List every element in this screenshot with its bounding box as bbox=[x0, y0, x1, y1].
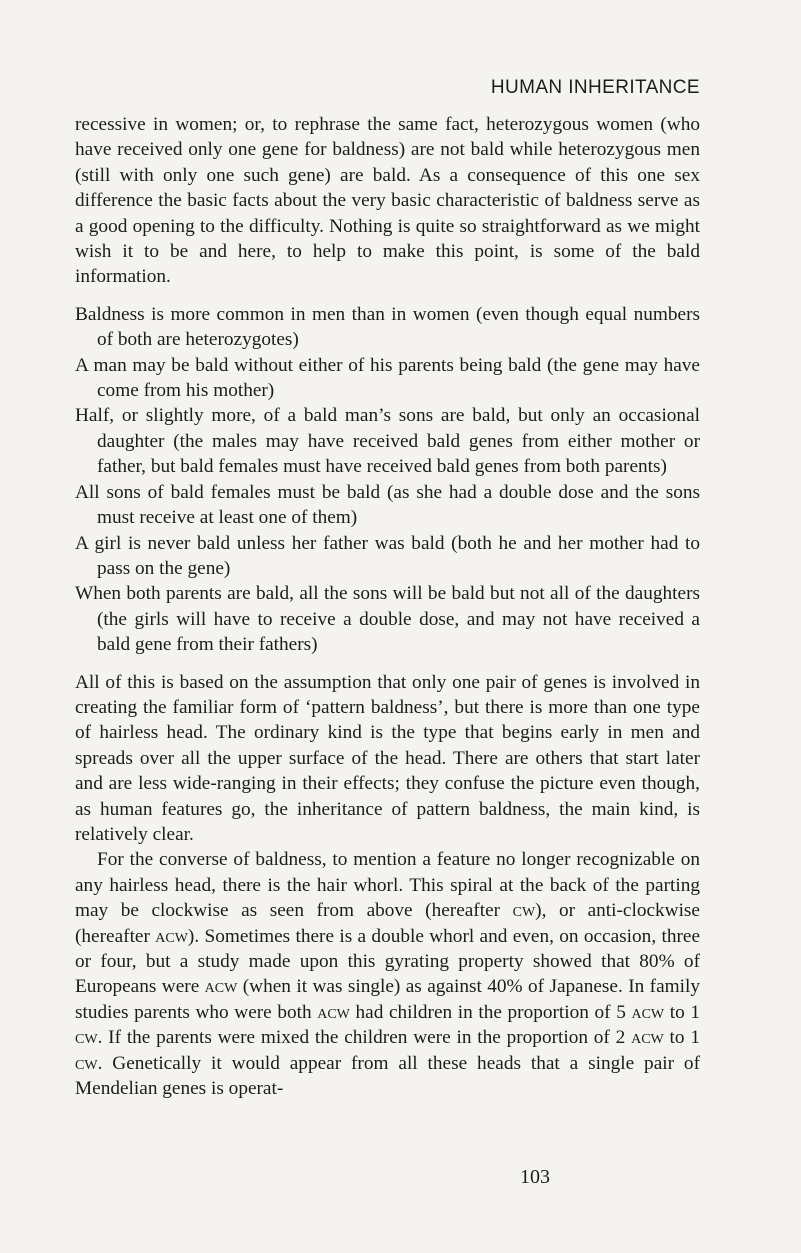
abbr-acw: acw bbox=[631, 1001, 665, 1023]
text-run: (when it was single) as against 40% of Japanese. In family studies parents who were both bbox=[75, 976, 701, 1023]
list-item: All sons of bald females must be bald (as she had a double dose and the sons must receive at least one of them) bbox=[75, 481, 700, 529]
paragraph-hair-whorl bbox=[75, 847, 700, 1101]
running-head: HUMAN INHERITANCE bbox=[490, 77, 700, 98]
abbr-cw: cw bbox=[75, 1027, 98, 1049]
text-run: . Genetically it would appear from all these heads that a single pair of Mendelian genes is operat- bbox=[75, 1052, 700, 1100]
book-page bbox=[75, 0, 700, 1253]
abbr-acw: acw bbox=[204, 976, 238, 998]
list-item: A man may be bald without either of his parents being bald (the gene may have come from his mother) bbox=[75, 354, 700, 402]
baldness-facts-list bbox=[75, 302, 700, 658]
body-text bbox=[75, 112, 700, 1101]
abbr-acw: acw bbox=[155, 925, 188, 947]
text-run: . If the parents were mixed the children were in the proportion of 2 bbox=[97, 1027, 632, 1049]
text-run: had children in the proportion of 5 bbox=[349, 1001, 632, 1023]
abbr-acw: acw bbox=[317, 1001, 350, 1023]
text-run: ). Sometimes there is a double whorl and even, on occasion, three or four, but a study made upon this gyrating property showed that 80% of Europeans were bbox=[75, 925, 700, 998]
paragraph-pattern-baldness: All of this is based on the assumption that only one pair of genes is involved in creating the familiar form of ‘pattern baldness’, but there is more than one type of hairless head. The ordinary kind is the type that begins early in men and spreads over all the upper surface of the head. There are others that start later and are less wide-ranging in their effects; they confuse the picture even though, as human features go, the inheritance of pattern baldness, the main kind, is relatively clear. bbox=[75, 671, 700, 845]
abbr-acw: acw bbox=[631, 1027, 664, 1049]
page-number: 103 bbox=[520, 1166, 550, 1188]
text-run: to 1 bbox=[664, 1001, 700, 1023]
list-item: When both parents are bald, all the sons will be bald but not all of the daughters (the girls will have to receive a double dose, and may not have received a bald gene from their fathers) bbox=[75, 583, 700, 656]
abbr-cw: cw bbox=[75, 1052, 98, 1074]
paragraph-baldness-intro: recessive in women; or, to rephrase the same fact, heterozygous women (who have received only one gene for baldness) are not bald while heterozygous men (still with only one such gene) are bald. As a consequence of this one sex difference the basic facts about the very basic characteristic of baldness serve as a good opening to the difficulty. Nothing is quite so straightforward as we might wish it to be and here, to help to make this point, is some of the bald information. bbox=[75, 114, 700, 288]
list-item: A girl is never bald unless her father was bald (both he and her mother had to pass on the gene) bbox=[75, 532, 700, 579]
list-item: Half, or slightly more, of a bald man’s sons are bald, but only an occasional daughter (the males may have received bald genes from either mother or father, but bald females must have received bald genes from both parents) bbox=[75, 405, 700, 478]
text-run: ), or anti-clockwise (hereafter bbox=[75, 900, 700, 947]
list-item: Baldness is more common in men than in women (even though equal numbers of both are heterozygotes) bbox=[75, 303, 700, 351]
abbr-cw: cw bbox=[512, 900, 536, 922]
text-run: For the converse of baldness, to mention a feature no longer recognizable on any hairless head, there is the hair whorl. This spiral at the back of the parting may be clockwise as seen from above (hereafter bbox=[75, 849, 700, 922]
text-run: to 1 bbox=[663, 1027, 700, 1049]
